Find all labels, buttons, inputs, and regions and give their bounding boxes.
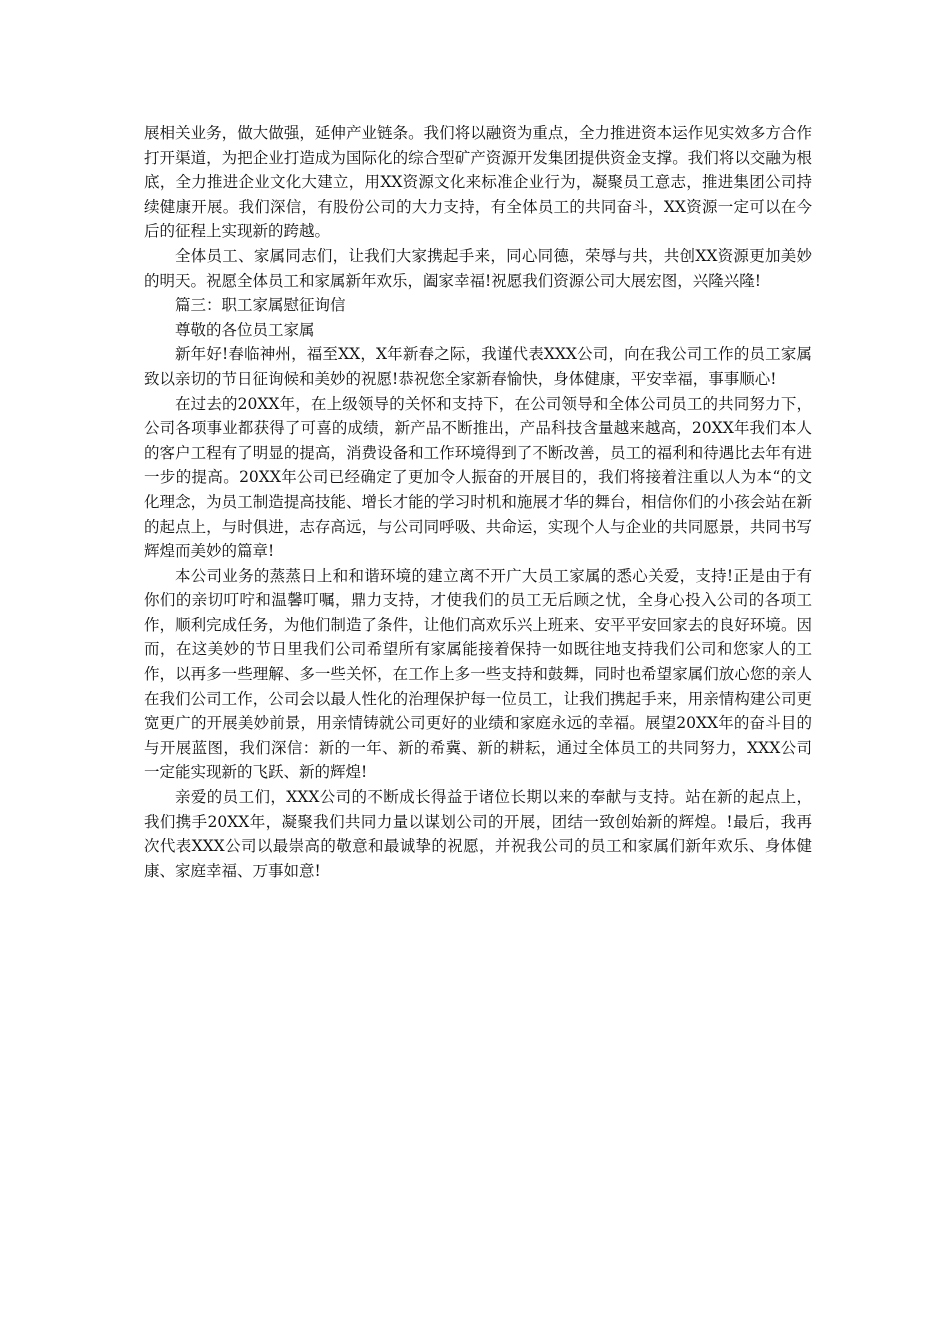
letter-salutation: 尊敬的各位员工家属 <box>175 320 315 339</box>
document-body <box>144 121 812 883</box>
section-heading: 篇三：职工家属慰征询信 <box>175 296 346 315</box>
paragraph-continuation: 展相关业务，做大做强，延伸产业链条。我们将以融资为重点，全力推进资本运作见实效多方合作打开渠道，为把企业打造成为国际化的综合型矿产资源开发集团提供资金支撑。我们将以交融为根底，全力推进企业文化大建立，用XX资源文化来标准企业行为，凝聚员工意志，推进集团公司持续健康开展。我们深信，有股份公司的大力支持，有全体员工的共同奋斗，XX资源一定可以在今后的征程上实现新的跨越。 <box>144 124 812 241</box>
paragraph-family-support: 本公司业务的蒸蒸日上和和谐环境的建立离不开广大员工家属的悉心关爱，支持!正是由于有你们的亲切叮咛和温馨叮嘱，鼎力支持，才使我们的员工无后顾之忧，全身心投入公司的各项工作，顺利完成任务，为他们制造了条件，让他们高欢乐兴上班来、安平平安回家去的良好环境。因而，在这美妙的节日里我们公司希望所有家属能接着保持一如既往地支持我们公司和您家人的工作，以再多一些理解、多一些关怀，在工作上多一些支持和鼓舞，同时也希望家属们放心您的亲人在我们公司工作，公司会以最人性化的治理保护每一位员工，让我们携起手来，用亲情构建公司更宽更广的开展美妙前景，用亲情铸就公司更好的业绩和家庭永远的幸福。展望20XX年的奋斗目的与开展蓝图，我们深信：新的一年、新的希冀、新的耕耘，通过全体员工的共同努力，XXX公司一定能实现新的飞跃、新的辉煌! <box>144 566 812 782</box>
paragraph-final-wishes: 亲爱的员工们，XXX公司的不断成长得益于诸位长期以来的奉献与支持。站在新的起点上，我们携手20XX年，凝聚我们共同力量以谋划公司的开展，团结一致创始新的辉煌。!最后，我再次代表XXX公司以最崇高的敬意和最诚挚的祝愿，并祝我公司的员工和家属们新年欢乐、身体健康、家庭幸福、万事如意! <box>144 788 812 880</box>
paragraph-closing-wishes: 全体员工、家属同志们，让我们大家携起手来，同心同德，荣辱与共，共创XX资源更加美妙的明天。祝愿全体员工和家属新年欢乐，阖家幸福!祝愿我们资源公司大展宏图，兴隆兴隆! <box>144 246 812 290</box>
paragraph-achievements: 在过去的20XX年，在上级领导的关怀和支持下，在公司领导和全体公司员工的共同努力下，公司各项事业都获得了可喜的成绩，新产品不断推出，产品科技含量越来越高，20XX年我们本人的客户工程有了明显的提高，消费设备和工作环境得到了不断改善，员工的福利和待遇比去年有进一步的提高。20XX年公司已经确定了更加令人振奋的开展目的，我们将接着注重以人为本“的文化理念，为员工制造提高技能、增长才能的学习时机和施展才华的舞台，相信你们的小孩会站在新的起点上，与时俱进，志存高远，与公司同呼吸、共命运，实现个人与企业的共同愿景，共同书写辉煌而美妙的篇章! <box>144 394 812 561</box>
paragraph-greeting: 新年好!春临神州，福至XX，X年新春之际，我谨代表XXX公司，向在我公司工作的员工家属致以亲切的节日征询候和美妙的祝愿!恭祝您全家新春愉快，身体健康，平安幸福，事事顺心! <box>144 345 812 388</box>
